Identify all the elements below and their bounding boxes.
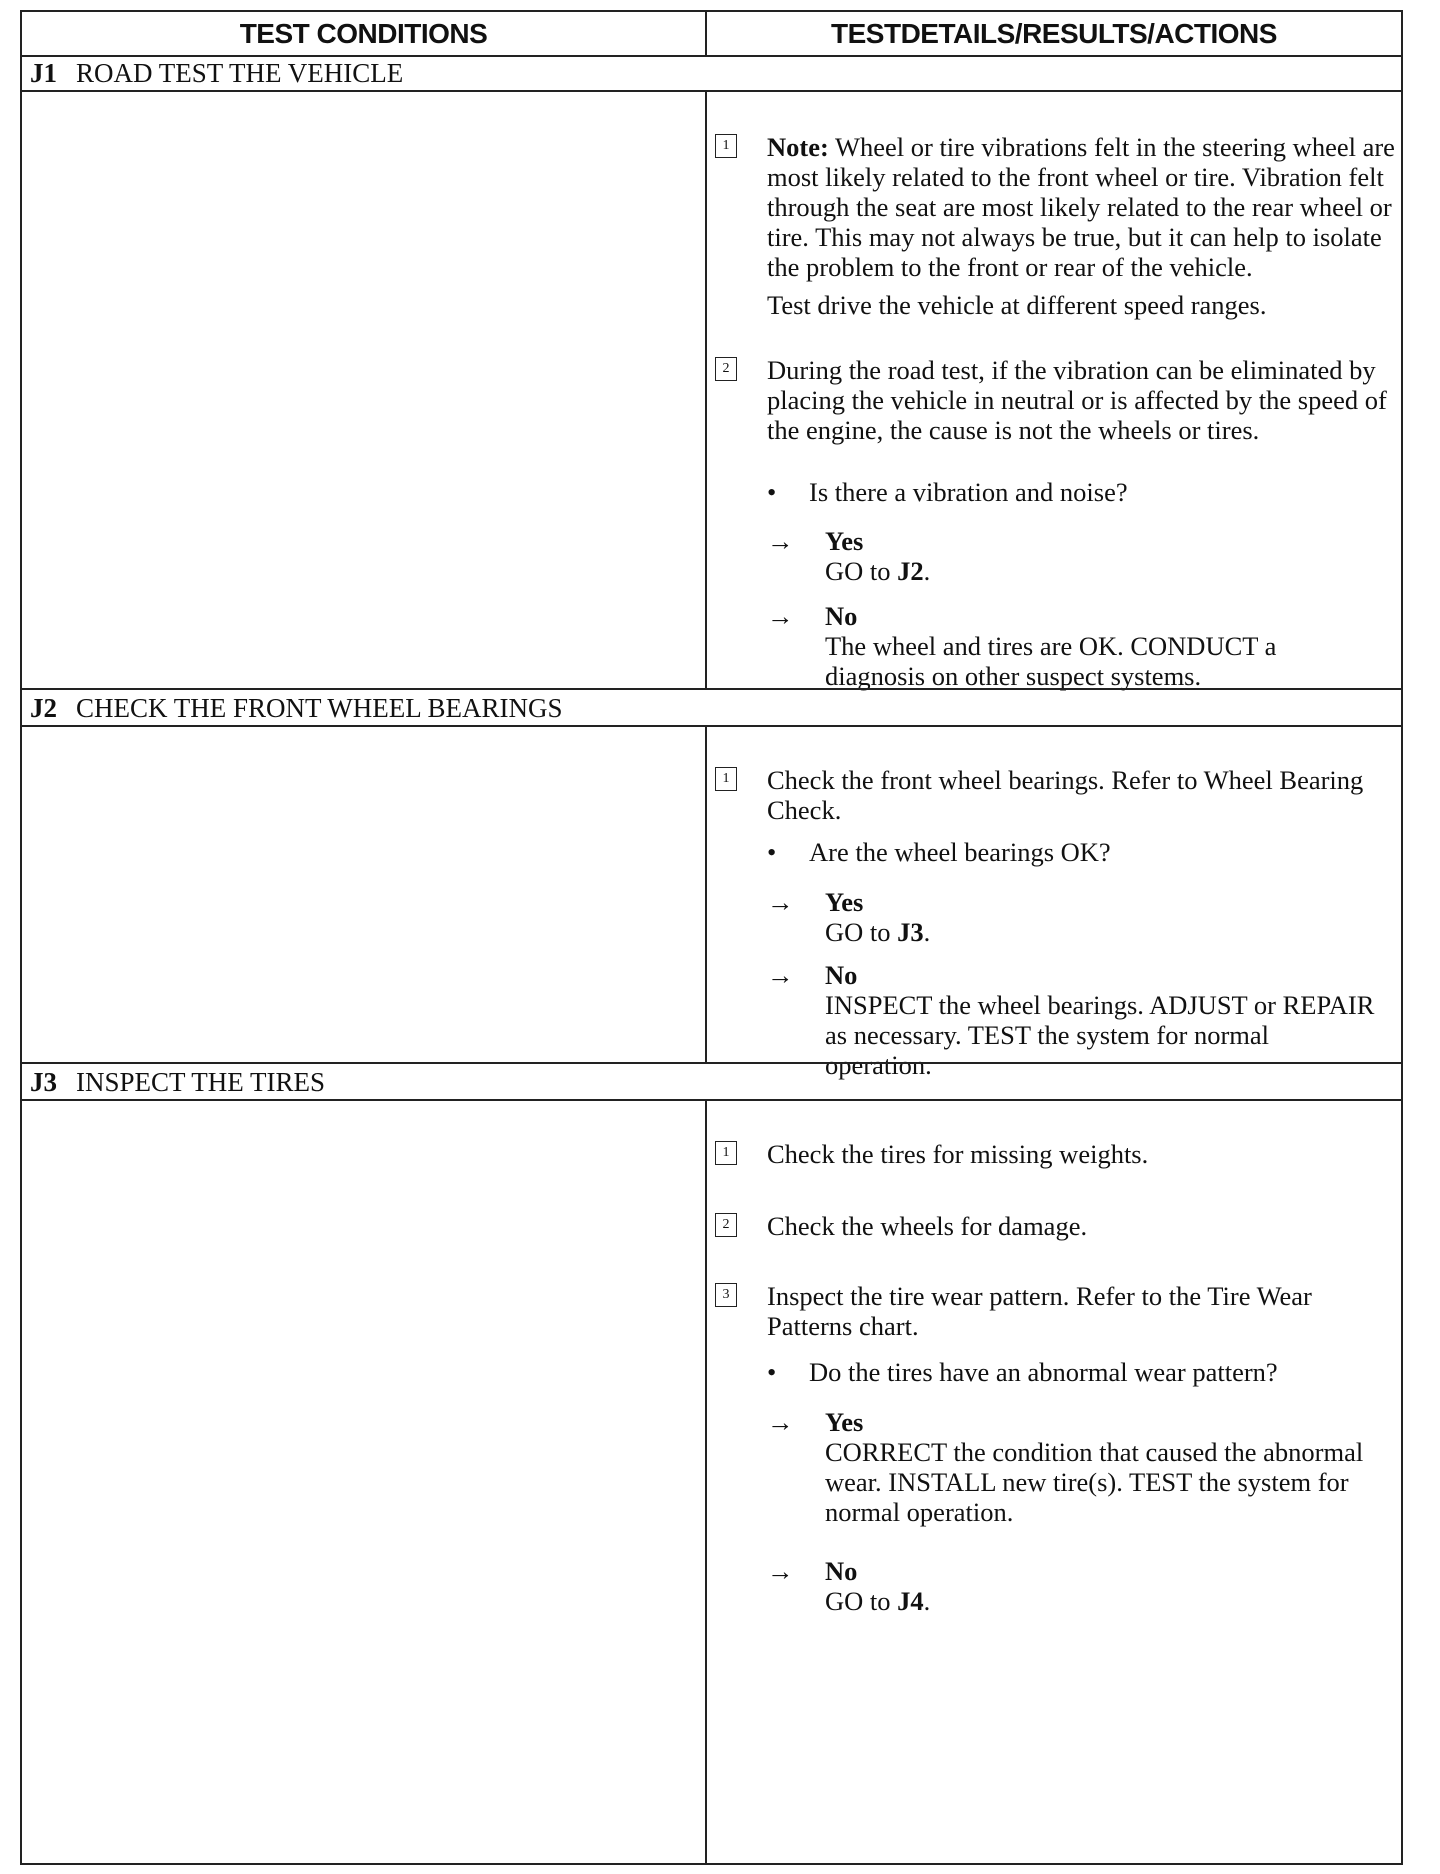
test-conditions-cell	[22, 727, 707, 1062]
arrow-right-icon: →	[767, 1556, 794, 1586]
bullet-icon: •	[767, 477, 777, 507]
step-text: Check the wheels for damage.	[767, 1211, 1088, 1241]
answer-action-target: J4	[897, 1586, 924, 1616]
step-text: During the road test, if the vibration can be eliminated by placing the vehicle in neutral or is affected by the speed of the engine, the cause is not the wheels or tires.	[767, 355, 1387, 445]
header-test-conditions: TEST CONDITIONS	[22, 12, 707, 55]
test-conditions-cell	[22, 1101, 707, 1863]
step-number-box: 1	[715, 767, 737, 791]
table-header	[22, 12, 1401, 57]
answer-label: No	[825, 1556, 858, 1586]
answer-action: The wheel and tires are OK. CONDUCT a diagnosis on other suspect systems.	[825, 631, 1277, 691]
step-number-box: 1	[715, 1141, 737, 1165]
section-heading: CHECK THE FRONT WHEEL BEARINGS	[76, 693, 563, 723]
section-code: J3	[30, 1067, 57, 1097]
test-details-cell	[707, 727, 1401, 1080]
section-code: J2	[30, 693, 57, 723]
arrow-right-icon: →	[767, 1407, 794, 1437]
diagnostic-table	[20, 10, 1403, 1865]
bullet-icon: •	[767, 1357, 777, 1387]
answer-action-target: J2	[897, 556, 924, 586]
step-number-box: 2	[715, 1213, 737, 1237]
answer-action: CORRECT the condition that caused the abnormal wear. INSTALL new tire(s). TEST the system for normal operation.	[825, 1437, 1364, 1527]
step-text: Test drive the vehicle at different speed ranges.	[767, 290, 1267, 320]
arrow-right-icon: →	[767, 887, 794, 917]
note-paragraph	[767, 132, 1395, 282]
step-number-box: 1	[715, 134, 737, 158]
section-code: J1	[30, 58, 57, 88]
step-text: Inspect the tire wear pattern. Refer to the Tire Wear Patterns chart.	[767, 1281, 1312, 1341]
question-text: Are the wheel bearings OK?	[809, 837, 1111, 867]
answer-label: Yes	[825, 887, 864, 917]
section-body	[22, 1101, 1401, 1863]
answer-action-prefix: GO to	[825, 1586, 891, 1616]
answer-action: INSPECT the wheel bearings. ADJUST or REPAIR as necessary. TEST the system for normal operation.	[825, 990, 1375, 1080]
answer-label: Yes	[825, 1407, 864, 1437]
answer-action-prefix: GO to	[825, 556, 891, 586]
header-test-details: TESTDETAILS/RESULTS/ACTIONS	[831, 18, 1277, 49]
step-text: Check the front wheel bearings. Refer to Wheel Bearing Check.	[767, 765, 1364, 825]
answer-action-target: J3	[897, 917, 924, 947]
answer-label: No	[825, 601, 858, 631]
step-number-box: 3	[715, 1283, 737, 1307]
section-title	[22, 690, 1401, 727]
answer-label: Yes	[825, 526, 864, 556]
section-title	[22, 55, 1401, 92]
step-text: Check the tires for missing weights.	[767, 1139, 1149, 1169]
answer-label: No	[825, 960, 858, 990]
note-text: Wheel or tire vibrations felt in the steering wheel are most likely related to the front wheel or tire. Vibration felt through the seat are most likely related to the rear wheel or tire. This may not always be true, but it can help to isolate the problem to the front or rear of the vehicle.	[767, 132, 1395, 282]
note-label: Note:	[767, 132, 829, 162]
answer-action-suffix: .	[923, 917, 931, 947]
answer-action-suffix: .	[923, 1586, 931, 1616]
section-body	[22, 92, 1401, 691]
question-text: Is there a vibration and noise?	[809, 477, 1128, 507]
question-text: Do the tires have an abnormal wear pattern?	[809, 1357, 1278, 1387]
step-number-box: 2	[715, 357, 737, 381]
test-details-cell	[707, 92, 1401, 691]
section-body	[22, 727, 1401, 1080]
arrow-right-icon: →	[767, 526, 794, 556]
section-heading: INSPECT THE TIRES	[76, 1067, 326, 1097]
test-details-cell	[707, 1101, 1401, 1863]
answer-action-prefix: GO to	[825, 917, 891, 947]
section-heading: ROAD TEST THE VEHICLE	[76, 58, 404, 88]
section-title	[22, 1064, 1401, 1101]
bullet-icon: •	[767, 837, 777, 867]
test-conditions-cell	[22, 92, 707, 688]
arrow-right-icon: →	[767, 601, 794, 631]
answer-action-suffix: .	[923, 556, 931, 586]
arrow-right-icon: →	[767, 960, 794, 990]
